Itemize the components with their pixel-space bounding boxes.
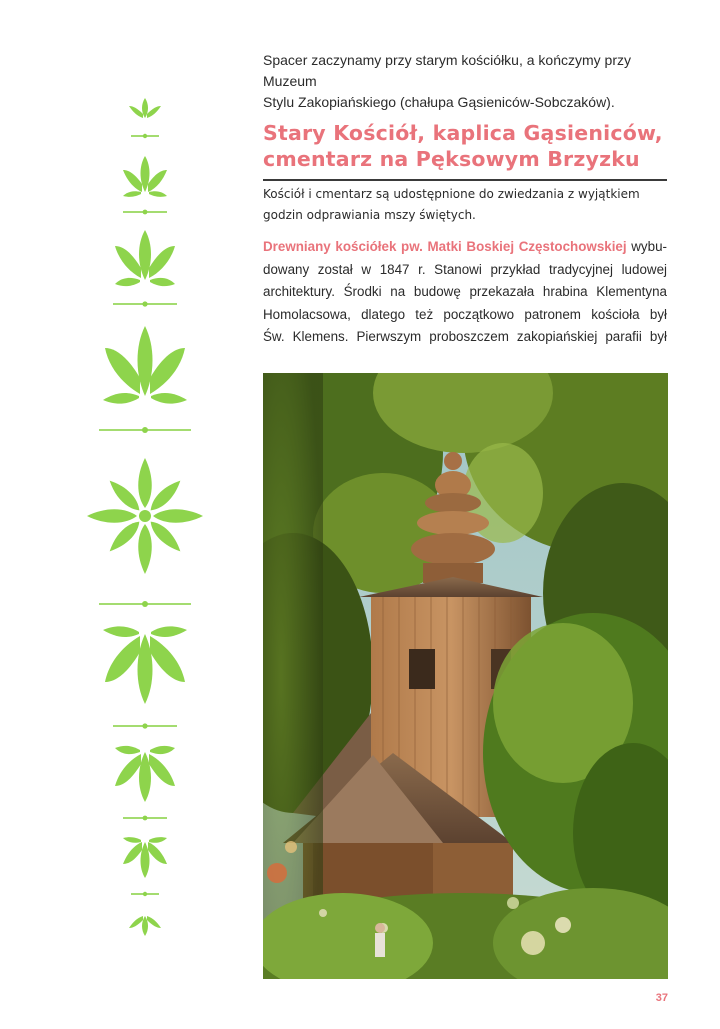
ornament-star-center	[85, 445, 205, 586]
ornament-divider-4	[99, 427, 191, 433]
section-title	[263, 120, 673, 172]
ornament-divider-7	[123, 816, 167, 821]
ornament-divider-1	[131, 134, 159, 138]
intro-line-2: Stylu Zakopiańskiego (chałupa Gąsieniców-Sobczaków).	[263, 94, 615, 110]
ornament-motif-1	[129, 98, 161, 118]
church-photo	[263, 373, 668, 979]
section-title-line-1: Stary Kościół, kaplica Gąsieniców,	[263, 121, 663, 145]
section-title-line-2: cmentarz na Pęksowym Brzyzku	[263, 147, 640, 171]
intro-paragraph	[263, 50, 673, 113]
body-line-1-rest: wybu-	[626, 239, 667, 254]
folk-ornament-border	[85, 88, 205, 948]
page-number: 37	[655, 992, 668, 1004]
ornament-divider-2	[123, 210, 167, 215]
body-line-3: architektury. Środki na budowę przekazała hrabina Klementyna	[263, 284, 667, 299]
visiting-note-line-2: godzin odprawiania mszy świętych.	[263, 208, 476, 222]
ornament-motif-2	[123, 156, 167, 197]
visiting-note	[263, 184, 673, 226]
ornament-motif-6	[103, 626, 187, 704]
ornament-divider-8	[131, 892, 159, 896]
section-divider	[263, 179, 667, 181]
body-line-2: dowany został w 1847 r. Stanowi przykład tradycyjnej ludowej	[263, 261, 667, 277]
body-line-5: Św. Klemens. Pierwszym proboszczem zakopiańskiej parafii był	[263, 329, 667, 344]
body-paragraph	[263, 236, 667, 349]
church-name-highlight: Drewniany kościółek pw. Matki Boskiej Częstochowskiej	[263, 239, 627, 254]
ornament-motif-3	[115, 230, 175, 286]
ornament-motif-8	[123, 837, 167, 878]
ornament-motif-9	[129, 916, 161, 936]
ornament-motif-7	[115, 746, 175, 802]
ornament-divider-5	[99, 601, 191, 607]
body-line-4: Homolacsowa, dlatego też początkowo patronem kościoła był	[263, 306, 667, 322]
ornament-divider-6	[113, 723, 177, 728]
visiting-note-line-1: Kościół i cmentarz są udostępnione do zwiedzania z wyjątkiem	[263, 187, 640, 201]
ornament-motif-4	[103, 326, 187, 404]
intro-line-1: Spacer zaczynamy przy starym kościółku, a kończymy przy Muzeum	[263, 52, 631, 89]
body-line-1	[263, 236, 667, 259]
ornament-divider-3	[113, 301, 177, 306]
